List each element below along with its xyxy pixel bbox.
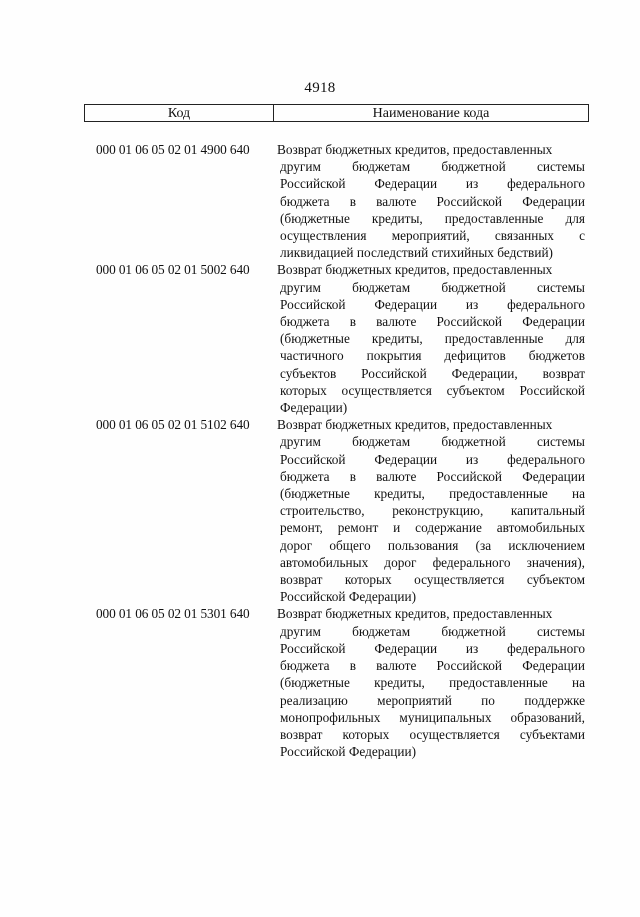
budget-code: 000 01 06 05 02 01 5301 640: [96, 606, 250, 622]
description-line: Российской Федерации из федерального: [280, 296, 585, 312]
description-line: бюджета в валюте Российской Федерации: [280, 658, 585, 674]
description-line: другим бюджетам бюджетной системы: [280, 159, 585, 175]
table-row: [96, 605, 596, 760]
description-line: автомобильных дорог федерального значения),: [280, 554, 585, 570]
header-name-column: Наименование кода: [372, 106, 490, 121]
code-description: [277, 141, 585, 261]
table-row: [96, 261, 596, 416]
budget-code: 000 01 06 05 02 01 5002 640: [96, 262, 250, 278]
description-line: Российской Федерации): [280, 589, 417, 605]
table-row: [96, 416, 596, 605]
description-line: Возврат бюджетных кредитов, предоставленных: [277, 606, 553, 622]
table-header: [84, 104, 589, 122]
description-line: (бюджетные кредиты, предоставленные для: [280, 331, 585, 347]
code-description: [277, 416, 585, 605]
description-line: Российской Федерации из федерального: [280, 451, 585, 467]
description-line: возврат которых осуществляется субъектом: [280, 572, 585, 588]
description-line: (бюджетные кредиты, предоставленные для: [280, 210, 585, 226]
description-line: частичного покрытия дефицитов бюджетов: [280, 348, 585, 364]
description-line: другим бюджетам бюджетной системы: [280, 434, 585, 450]
header-code-column: Код: [85, 105, 274, 121]
table-row: [96, 141, 596, 261]
code-description: [277, 261, 585, 416]
description-line: возврат которых осуществляется субъектами: [280, 726, 585, 742]
description-line: (бюджетные кредиты, предоставленные на: [280, 486, 585, 502]
description-line: Федерации): [280, 400, 348, 416]
description-line: осуществления мероприятий, связанных с: [280, 228, 585, 244]
description-line: другим бюджетам бюджетной системы: [280, 623, 585, 639]
description-line: дорог общего пользования (за исключением: [280, 537, 585, 553]
budget-code: 000 01 06 05 02 01 4900 640: [96, 142, 250, 157]
description-line: Российской Федерации): [280, 744, 417, 760]
description-line: другим бюджетам бюджетной системы: [280, 279, 585, 295]
description-line: строительство, реконструкцию, капитальный: [280, 503, 585, 519]
description-line: Возврат бюджетных кредитов, предоставленных: [277, 417, 553, 433]
description-line: Возврат бюджетных кредитов, предоставленных: [277, 262, 553, 278]
description-line: бюджета в валюте Российской Федерации: [280, 314, 585, 330]
description-line: реализацию мероприятий по поддержке: [280, 692, 585, 708]
budget-code: 000 01 06 05 02 01 5102 640: [96, 417, 250, 433]
description-line: (бюджетные кредиты, предоставленные на: [280, 675, 585, 691]
description-line: субъектов Российской Федерации, возврат: [280, 365, 585, 381]
description-line: ремонт, ремонт и содержание автомобильных: [280, 520, 585, 536]
code-entries-list: [96, 141, 596, 760]
description-line: бюджета в валюте Российской Федерации: [280, 193, 585, 209]
description-line: которых осуществляется субъектом Российской: [280, 382, 585, 398]
description-line: Российской Федерации из федерального: [280, 176, 585, 192]
description-line: ликвидацией последствий стихийных бедствий): [280, 245, 553, 261]
page-number: 4918: [304, 80, 336, 96]
description-line: Возврат бюджетных кредитов, предоставленных: [277, 142, 553, 157]
description-line: монопрофильных муниципальных образований,: [280, 709, 585, 725]
code-description: [277, 605, 585, 760]
description-line: бюджета в валюте Российской Федерации: [280, 468, 585, 484]
description-line: Российской Федерации из федерального: [280, 640, 585, 656]
